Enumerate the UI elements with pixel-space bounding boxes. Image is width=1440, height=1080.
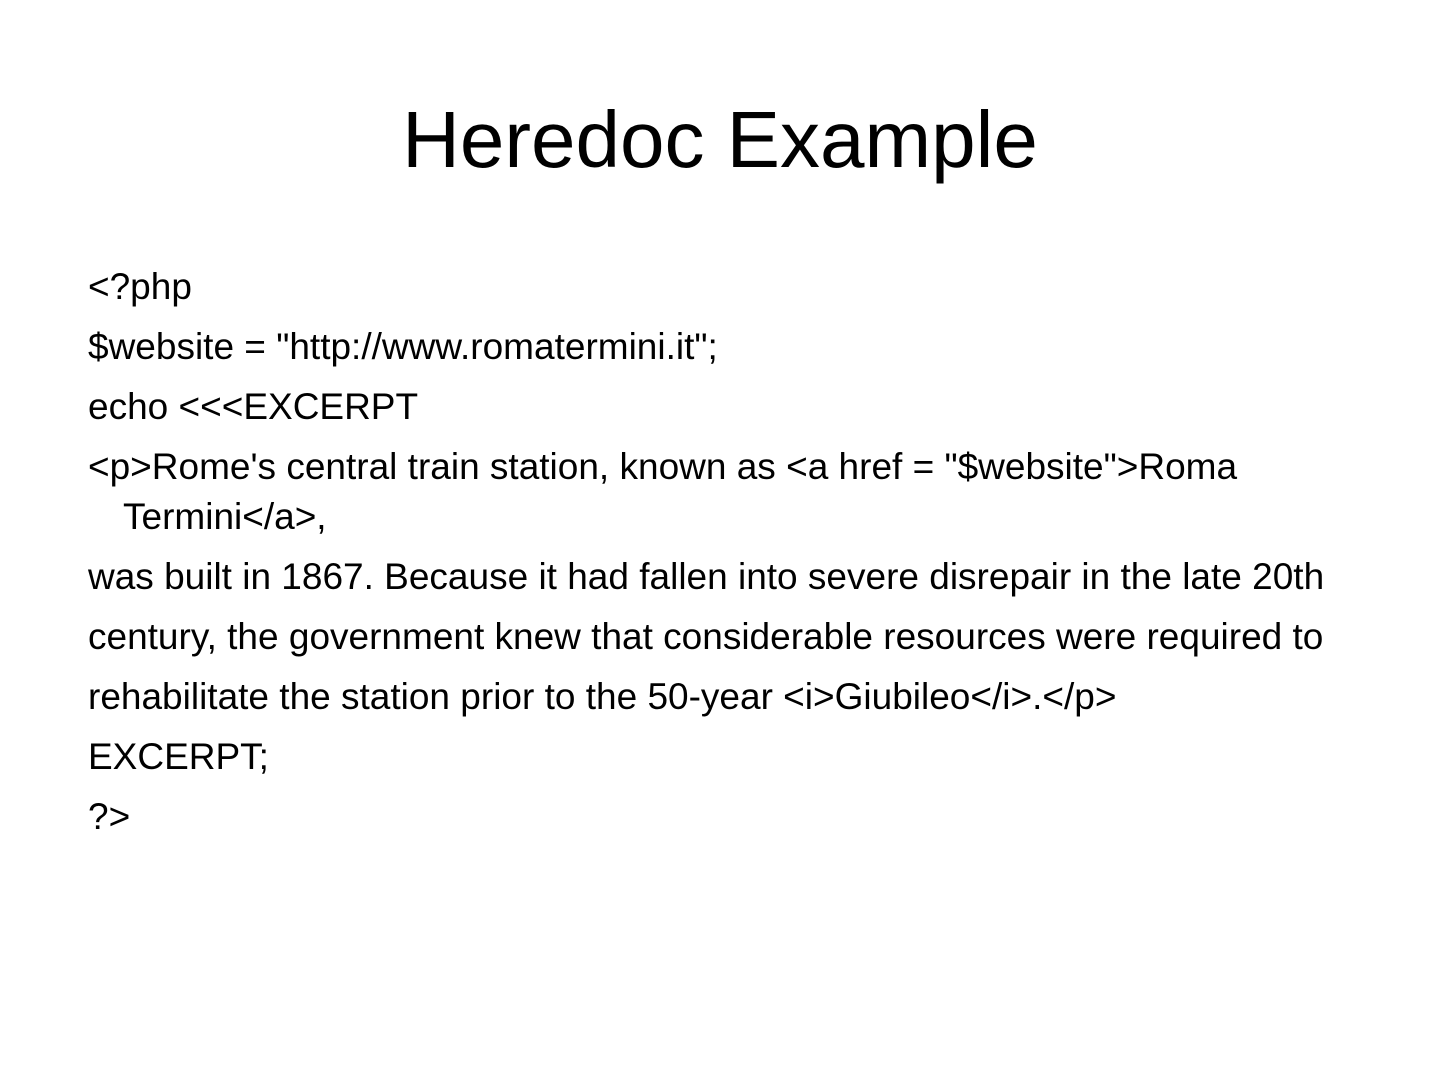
code-line-echo-heredoc: echo <<<EXCERPT bbox=[88, 386, 419, 427]
code-line-paragraph-start: <p>Rome's central train station, known as <a href = "$website">Roma Termini</a>, bbox=[88, 446, 1238, 537]
code-line-php-open: <?php bbox=[88, 266, 192, 307]
code-line-rehabilitate: rehabilitate the station prior to the 50-year <i>Giubileo</i>.</p> bbox=[88, 676, 1117, 717]
code-line-php-close: ?> bbox=[88, 796, 131, 837]
code-line-website-assignment: $website = "http://www.romatermini.it"; bbox=[88, 326, 718, 367]
slide-title: Heredoc Example bbox=[402, 95, 1038, 184]
code-line-built-1867: was built in 1867. Because it had fallen into severe disrepair in the late 20th bbox=[88, 556, 1325, 597]
code-line-heredoc-close: EXCERPT; bbox=[88, 736, 269, 777]
code-listing bbox=[88, 262, 1378, 852]
code-line-century: century, the government knew that considerable resources were required to bbox=[88, 616, 1324, 657]
